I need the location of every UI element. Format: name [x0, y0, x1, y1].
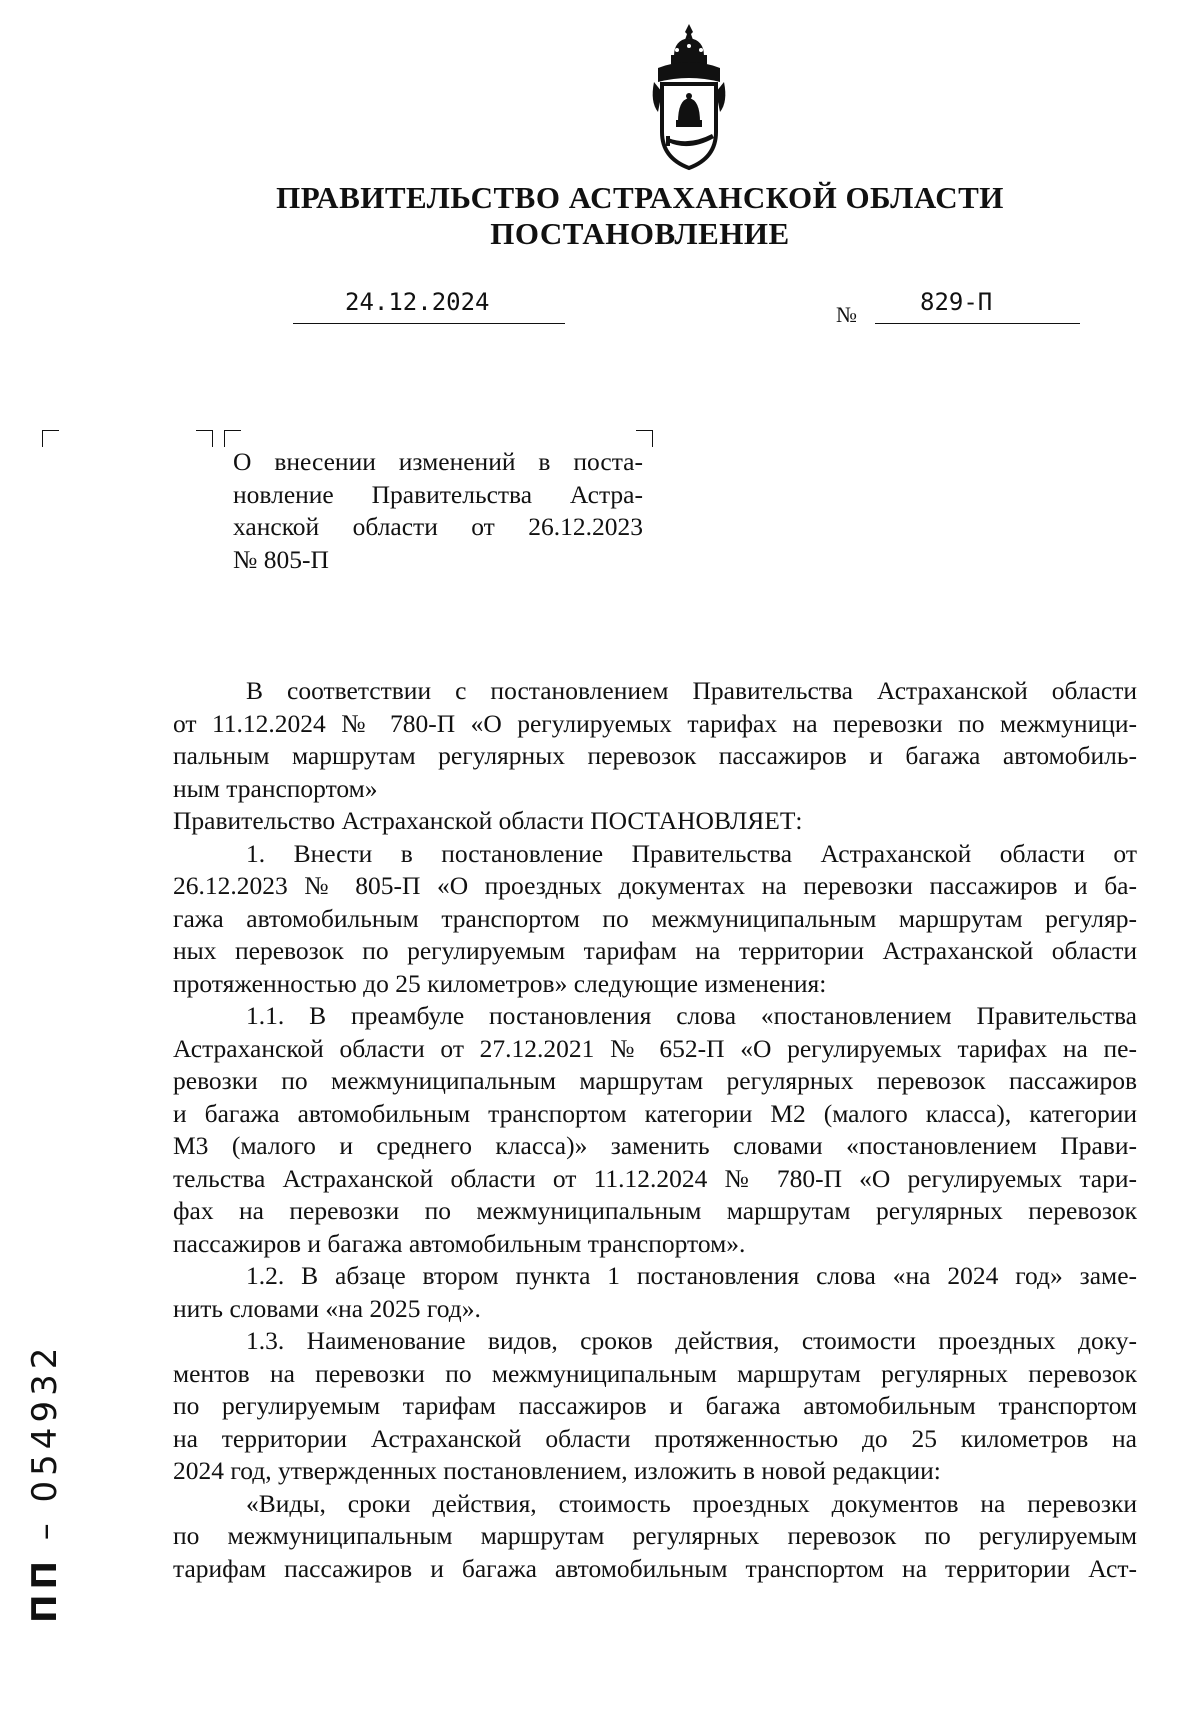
- body-line: от 11.12.2024 № 780-П «О регулируемых тарифах на перевозки по межмуници-: [173, 708, 1137, 738]
- document-subject: [233, 446, 643, 576]
- body-line: пассажиров и багажа автомобильным транспортом».: [173, 1228, 746, 1258]
- corner-mark: [196, 430, 213, 447]
- body-line: 2024 год, утвержденных постановлением, изложить в новой редакции:: [173, 1456, 941, 1485]
- body-line: 1. Внести в постановление Правительства Астраханской области от: [246, 838, 1137, 868]
- corner-mark: [42, 430, 59, 447]
- subject-line: ханской области от 26.12.2023: [233, 512, 643, 541]
- body-line: гажа автомобильным транспортом по межмуниципальным маршрутам регуляр-: [173, 903, 1137, 933]
- stamp-series: ПП: [25, 1556, 65, 1623]
- body-line: протяженностью до 25 километров» следующие изменения:: [173, 968, 827, 998]
- body-line: В соответствии с постановлением Правительства Астраханской области: [246, 676, 1137, 705]
- body-line: пальным маршрутам регулярных перевозок пассажиров и багажа автомобиль-: [173, 741, 1137, 770]
- body-line: на территории Астраханской области протяженностью до 25 километров на: [173, 1423, 1137, 1453]
- stamp-dash: –: [25, 1518, 65, 1541]
- body-line: «Виды, сроки действия, стоимость проездных документов на перевозки: [246, 1488, 1137, 1518]
- body-line: Правительство Астраханской области ПОСТАНОВЛЯЕТ:: [173, 806, 803, 835]
- subject-line: № 805-П: [233, 544, 329, 574]
- document-type-title: ПОСТАНОВЛЕНИЕ: [490, 216, 790, 251]
- body-line: Астраханской области от 27.12.2021 № 652-П «О регулируемых тарифах на пе-: [173, 1033, 1137, 1063]
- document-body: [173, 675, 1137, 1585]
- government-title: ПРАВИТЕЛЬСТВО АСТРАХАНСКОЙ ОБЛАСТИ: [276, 180, 1004, 215]
- document-date: 24.12.2024: [345, 288, 490, 316]
- body-line: 1.2. В абзаце втором пункта 1 постановления слова «на 2024 год» заме-: [246, 1261, 1137, 1290]
- stamp-serial: 054932: [25, 1342, 65, 1503]
- number-underline: [875, 323, 1080, 324]
- form-serial-stamp: [25, 1342, 81, 1623]
- body-line: нить словами «на 2025 год».: [173, 1293, 481, 1323]
- body-line: ным транспортом»: [173, 773, 378, 803]
- body-line: и багажа автомобильным транспортом категории М2 (малого класса), категории: [173, 1098, 1137, 1128]
- subject-line: новление Правительства Астра-: [233, 479, 643, 509]
- body-line: 26.12.2023 № 805-П «О проездных документах на перевозки пассажиров и ба-: [173, 871, 1137, 900]
- body-line: М3 (малого и среднего класса)» заменить словами «постановлением Прави-: [173, 1131, 1137, 1160]
- body-line: ментов на перевозки по межмуниципальным маршрутам регулярных перевозок: [173, 1358, 1137, 1388]
- corner-mark: [636, 430, 653, 447]
- body-line: фах на перевозки по межмуниципальным маршрутам регулярных перевозок: [173, 1196, 1137, 1225]
- body-line: 1.1. В преамбуле постановления слова «постановлением Правительства: [246, 1001, 1137, 1030]
- document-number: 829-П: [920, 288, 993, 316]
- number-sign: №: [836, 302, 857, 327]
- body-line: по регулируемым тарифам пассажиров и багажа автомобильным транспортом: [173, 1391, 1137, 1420]
- date-underline: [293, 323, 565, 324]
- subject-line: О внесении изменений в поста-: [233, 447, 643, 476]
- body-line: ных перевозок по регулируемым тарифам на территории Астраханской области: [173, 936, 1137, 965]
- body-line: 1.3. Наименование видов, сроков действия, стоимости проездных доку-: [246, 1326, 1137, 1355]
- body-line: тельства Астраханской области от 11.12.2024 № 780-П «О регулируемых тари-: [173, 1163, 1137, 1193]
- coat-of-arms-icon: [644, 22, 734, 172]
- corner-mark: [224, 430, 241, 447]
- body-line: ревозки по межмуниципальным маршрутам регулярных перевозок пассажиров: [173, 1066, 1137, 1095]
- body-line: по межмуниципальным маршрутам регулярных перевозок по регулируемым: [173, 1521, 1137, 1550]
- body-line: тарифам пассажиров и багажа автомобильным транспортом на территории Аст-: [173, 1553, 1137, 1583]
